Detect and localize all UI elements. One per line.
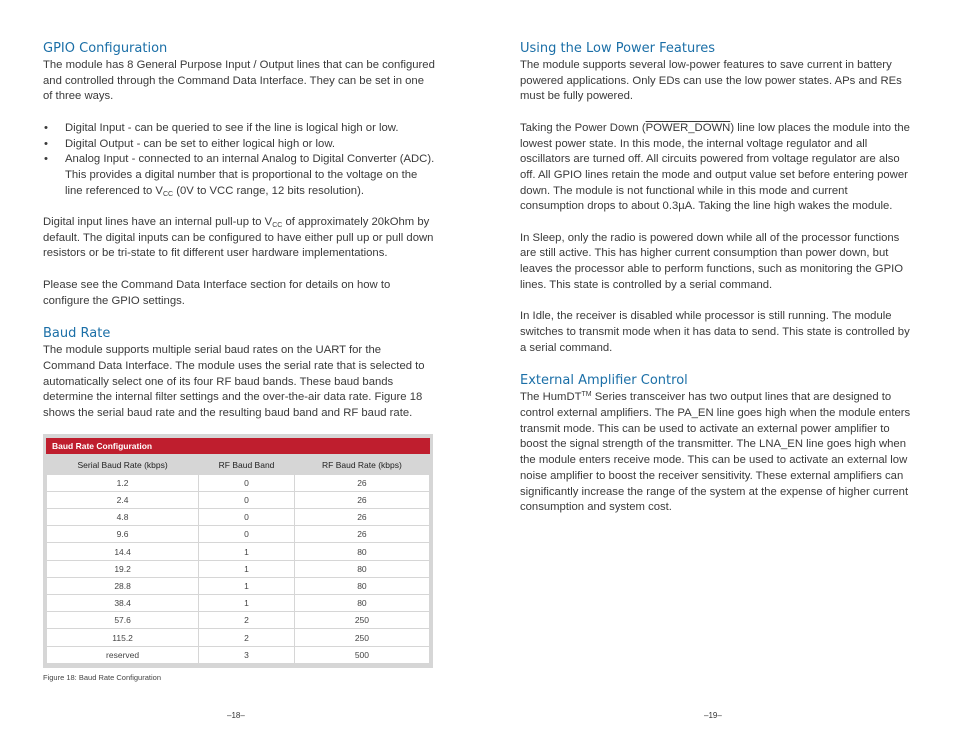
power-down-signal: POWER_DOWN bbox=[645, 121, 731, 134]
table-cell: 2 bbox=[199, 612, 294, 628]
table-row bbox=[47, 492, 429, 508]
table-cell: 9.6 bbox=[47, 526, 198, 542]
gpio-mode-digital-input: • Digital Input - can be queried to see if the line is logical high or low. bbox=[43, 121, 435, 137]
table-cell: 115.2 bbox=[47, 629, 198, 645]
table-row bbox=[47, 647, 429, 663]
table-cell: 28.8 bbox=[47, 578, 198, 594]
gpio-configuration-heading: GPIO Configuration bbox=[43, 41, 168, 56]
table-cell: 38.4 bbox=[47, 595, 198, 611]
table-header-rf-rate: RF Baud Rate (kbps) bbox=[295, 456, 429, 474]
external-amplifier-paragraph: The HumDT™ Series transceiver has two output lines that are designed to control external amplifiers. The PA_EN line goes high when the module enters transmit mode. This can be used to activate an external power amplifier to boost the signal strength of the transmitter. The LNA_EN line goes high when the module enters receive mode. This can be used to activate an external low noise amplifier to boost the receiver sensitivity. These external amplifiers can significantly increase the range of the system at the expense of higher current consumption and system cost. bbox=[520, 391, 911, 514]
idle-paragraph: In Idle, the receiver is disabled while processor is still running. The module switches to transmit mode when it has data to send. This state is controlled by a serial command. bbox=[520, 310, 910, 354]
table-cell: reserved bbox=[47, 647, 198, 663]
low-power-heading: Using the Low Power Features bbox=[520, 41, 716, 56]
sleep-paragraph: In Sleep, only the radio is powered down while all of the processor functions are still active. This has higher current consumption than power down, but leaves the processor able to perform functions, such as monitoring the GPIO lines. This state is controlled by a serial command. bbox=[520, 231, 904, 291]
table-header-rf-band: RF Baud Band bbox=[199, 456, 294, 474]
table-cell: 19.2 bbox=[47, 561, 198, 577]
table-cell: 500 bbox=[295, 647, 429, 663]
power-down-paragraph: Taking the Power Down (POWER_DOWN) line low places the module into the lowest power state. In this mode, the internal voltage regulator and all oscillators are turned off. All circuits powered from voltage regulator are also off. All GPIO lines retain the mode and output value set before entering power down. The module is not functional while in this mode and current consumption drops to about 0.3µA. Taking the line high wakes the module. bbox=[520, 121, 910, 213]
gpio-mode-list bbox=[43, 121, 435, 200]
table-row bbox=[47, 629, 429, 645]
table-row bbox=[47, 475, 429, 491]
page-number-left: –18– bbox=[227, 711, 245, 720]
table-cell: 250 bbox=[295, 612, 429, 628]
left-page-column bbox=[43, 40, 435, 668]
table-cell: 4.8 bbox=[47, 509, 198, 525]
page-number-right: –19– bbox=[704, 711, 722, 720]
table-cell: 0 bbox=[199, 526, 294, 542]
table-cell: 3 bbox=[199, 647, 294, 663]
low-power-intro-paragraph: The module supports several low-power features to save current in battery powered applications. Only EDs can use the low power states. APs and REs must be fully powered. bbox=[520, 59, 902, 103]
table-cell: 80 bbox=[295, 543, 429, 559]
baud-rate-table bbox=[43, 434, 433, 668]
table-cell: 250 bbox=[295, 629, 429, 645]
table-cell: 14.4 bbox=[47, 543, 198, 559]
external-amplifier-heading: External Amplifier Control bbox=[520, 373, 688, 389]
table-cell: 26 bbox=[295, 526, 429, 542]
gpio-see-paragraph: Please see the Command Data Interface section for details on how to configure the GPIO settings. bbox=[43, 278, 391, 307]
gpio-mode-analog-input: • Analog Input - connected to an internal Analog to Digital Converter (ADC). This provides a digital number that is proportional to the voltage on the line referenced to $V_{CC}$ (0V to VCC range, 12 bits resolution). bbox=[43, 152, 435, 199]
table-cell: 26 bbox=[295, 475, 429, 491]
table-cell: 80 bbox=[295, 595, 429, 611]
baud-rate-paragraph: The module supports multiple serial baud rates on the UART for the Command Data Interface. The module uses the serial rate that is selected to automatically select one of its four RF baud bands. These baud bands determine the internal filter settings and the over-the-air data rate. Figure 18 shows the serial baud rate and the resulting baud band and RF baud rate. bbox=[43, 344, 425, 420]
right-page-column bbox=[520, 40, 912, 516]
table-row bbox=[47, 578, 429, 594]
table-cell: 1.2 bbox=[47, 475, 198, 491]
table-cell: 2 bbox=[199, 629, 294, 645]
table-cell: 57.6 bbox=[47, 612, 198, 628]
table-row bbox=[47, 543, 429, 559]
table-cell: 1 bbox=[199, 595, 294, 611]
baud-rate-heading: Baud Rate bbox=[43, 326, 111, 342]
table-row bbox=[47, 509, 429, 525]
table-cell: 0 bbox=[199, 492, 294, 508]
table-row bbox=[47, 526, 429, 542]
table-cell: 1 bbox=[199, 561, 294, 577]
gpio-intro-paragraph: The module has 8 General Purpose Input / Output lines that can be configured and controlled through the Command Data Interface. They can be set in one of three ways. bbox=[43, 59, 435, 103]
table-row bbox=[47, 612, 429, 628]
table-cell: 26 bbox=[295, 492, 429, 508]
gpio-mode-digital-output: • Digital Output - can be set to either logical high or low. bbox=[43, 137, 435, 153]
gpio-pullup-paragraph: Digital input lines have an internal pull-up to $V_{CC}$ of approximately 20kOhm by default. The digital inputs can be configured to have either pull up or pull down resistors or be tri-state to fit different user hardware implementations. bbox=[43, 216, 434, 260]
table-cell: 80 bbox=[295, 578, 429, 594]
table-cell: 2.4 bbox=[47, 492, 198, 508]
table-cell: 80 bbox=[295, 561, 429, 577]
baud-rate-table-body bbox=[47, 475, 429, 663]
table-row bbox=[47, 595, 429, 611]
table-cell: 1 bbox=[199, 578, 294, 594]
table-row bbox=[47, 561, 429, 577]
table-cell: 26 bbox=[295, 509, 429, 525]
table-cell: 0 bbox=[199, 509, 294, 525]
table-header-serial-baud: Serial Baud Rate (kbps) bbox=[47, 456, 198, 474]
table-cell: 1 bbox=[199, 543, 294, 559]
figure-caption: Figure 18: Baud Rate Configuration bbox=[43, 673, 161, 682]
baud-rate-table-title: Baud Rate Configuration bbox=[46, 438, 430, 454]
table-cell: 0 bbox=[199, 475, 294, 491]
